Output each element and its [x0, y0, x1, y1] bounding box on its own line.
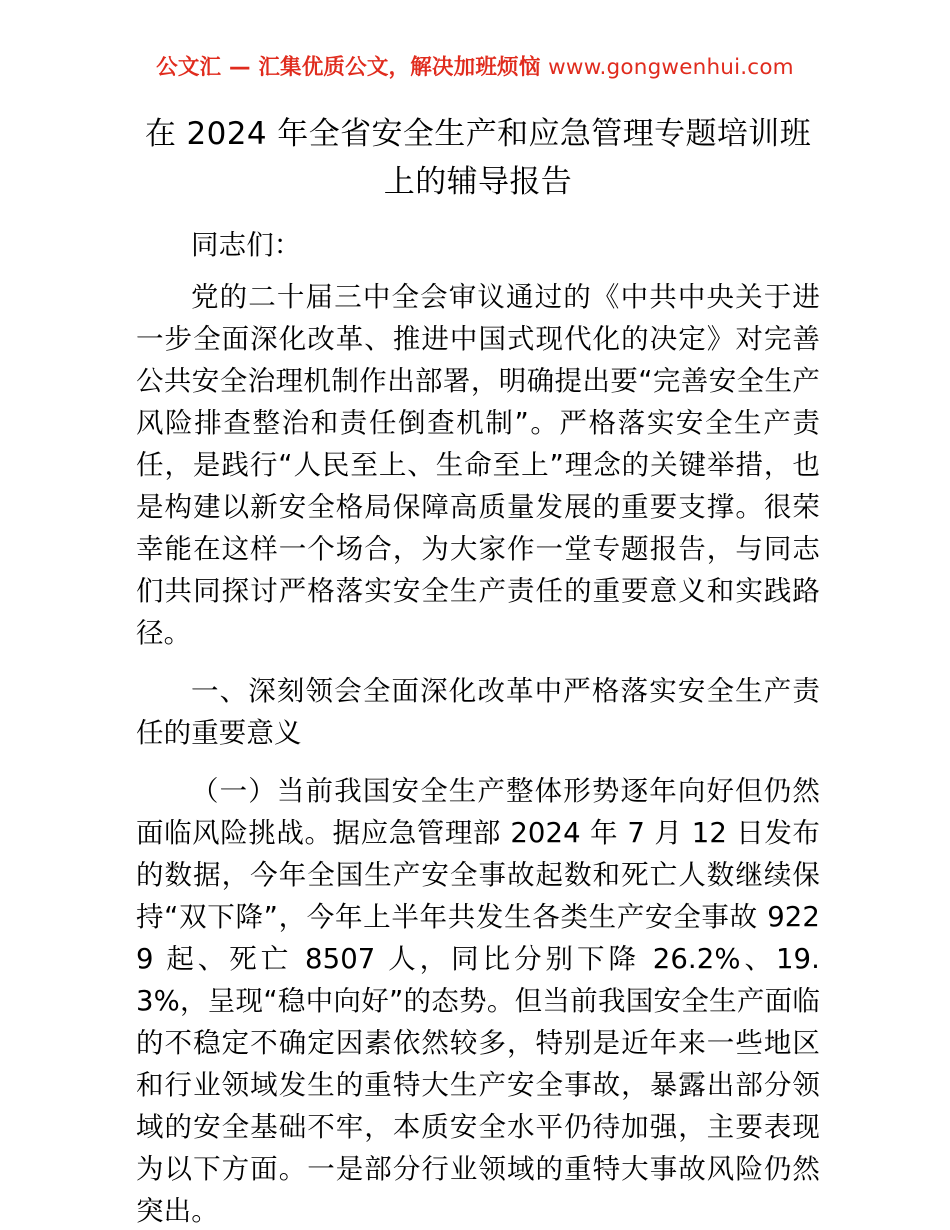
site-watermark-banner: [0, 52, 950, 83]
site-watermark-text: 公文汇 — 汇集优质公文，解决加班烦恼: [156, 55, 549, 80]
paragraph-opening: 党的二十届三中全会审议通过的《中共中央关于进一步全面深化改革、推进中国式现代化的决定》对完善公共安全治理机制作出部署，明确提出要“完善安全生产风险排查整治和责任倒查机制”。严格落实安全生产责任，是践行“人民至上、生命至上”理念的关键举措，也是构建以新安全格局保障高质量发展的重要支撑。很荣幸能在这样一个场合，为大家作一堂专题报告，与同志们共同探讨严格落实安全生产责任的重要意义和实践路径。: [136, 281, 820, 649]
document-title: 在 2024 年全省安全生产和应急管理专题培训班上的辅导报告: [144, 116, 812, 200]
paragraph-section-1-1: （一）当前我国安全生产整体形势逐年向好但仍然面临风险挑战。据应急管理部 2024 年 7 月 12 日发布的数据，今年全国生产安全事故起数和死亡人数继续保持“双下降”，今年上半年共发生各类生产安全事故 9229 起、死亡 8507 人，同比分别下降 26.2%、19.3%，呈现“稳中向好”的态势。但当前我国安全生产面临的不稳定不确定因素依然较多，特别是近年来一些地区和行业领域发生的重特大生产安全事故，暴露出部分领域的安全基础不牢，本质安全水平仍待加强，主要表现为以下方面。一是部分行业领域的重特大事故风险仍然突出。: [136, 775, 820, 1227]
paragraph-spacer: [136, 662, 820, 670]
document-body: [136, 110, 820, 1230]
heading-spacer: [136, 762, 820, 770]
site-watermark-url: www.gongwenhui.com: [548, 55, 794, 80]
section-heading-1: 一、深刻领会全面深化改革中严格落实安全生产责任的重要意义: [136, 675, 820, 749]
salutation: 同志们：: [191, 229, 302, 261]
